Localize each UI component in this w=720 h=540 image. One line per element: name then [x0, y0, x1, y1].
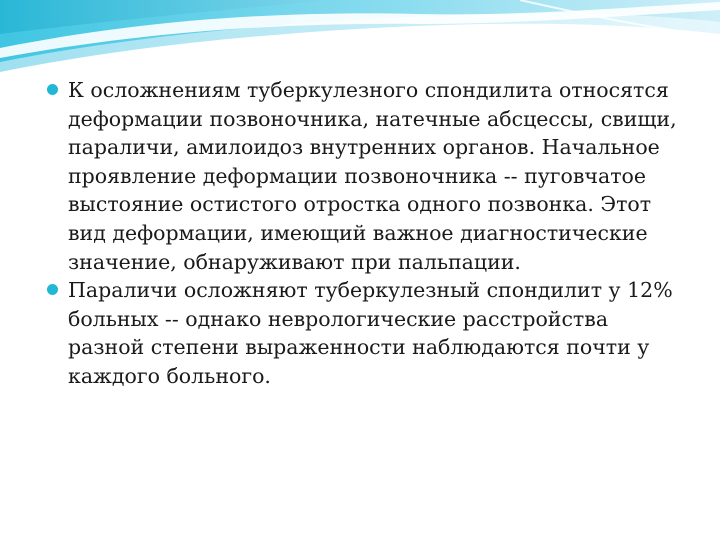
bullet-dot-icon	[47, 284, 58, 295]
bullet-text: К осложнениям туберкулезного спондилита относятся деформации позвоночника, натечные абсцессы, свищи, параличи, амилоидоз внутренних органов. Начальное проявление деформации позвоночника -- пуговчатое выстояние остистого отростка одного позвонка. Этот вид деформации, имеющий важное диагностические значение, обнаруживают при пальпации.	[68, 78, 677, 274]
bullet-list	[44, 76, 684, 391]
bullet-text: Параличи осложняют туберкулезный спондилит у 12% больных -- однако неврологические расстройства разной степени выраженности наблюдаются почти у каждого больного.	[68, 278, 673, 388]
bullet-dot-icon	[47, 84, 58, 95]
bullet-item	[44, 76, 684, 276]
bullet-item	[44, 276, 684, 390]
